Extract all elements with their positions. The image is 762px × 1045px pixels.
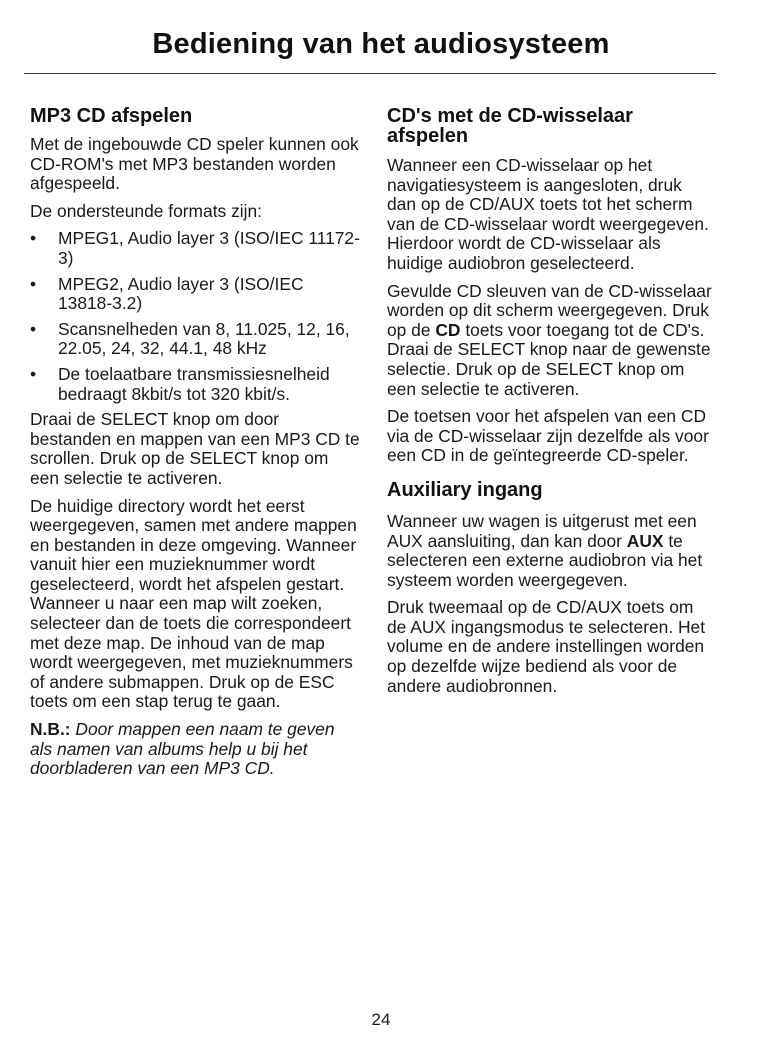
right-column bbox=[387, 106, 715, 704]
note-label: N.B.: bbox=[30, 719, 71, 740]
list-item: • De toelaatbare transmissiesnelheid bedraagt 8kbit/s tot 320 kbit/s. bbox=[30, 365, 360, 404]
aux-key-label: AUX bbox=[626, 530, 664, 551]
note bbox=[30, 720, 360, 779]
paragraph: Wanneer een CD-wisselaar op het navigatiesysteem is aangesloten, druk dan op de CD/AUX toets tot het scherm van de CD-wisselaar wordt weergegeven. Hierdoor wordt de CD-wisselaar als huidige audiobron geselecteerd. bbox=[387, 155, 709, 273]
paragraph bbox=[387, 512, 715, 590]
text-run: Gevulde CD sleuven van de CD-wisselaar worden op dit scherm weergegeven. Druk op de bbox=[387, 280, 712, 340]
list-item: • MPEG2, Audio layer 3 (ISO/IEC 13818-3.2) bbox=[30, 275, 360, 314]
section-heading-cd-changer: CD's met de CD-wisselaar afspelen bbox=[387, 105, 633, 147]
paragraph: De ondersteunde formats zijn: bbox=[30, 200, 262, 221]
paragraph: De huidige directory wordt het eerst weergegeven, samen met andere mappen en bestanden in deze omgeving. Wanneer vanuit hier een muzieknummer wordt geselecteerd, wordt het afspelen gestart. Wanneer u naar een map wilt zoeken, selecteer dan de toets die correspondeert met deze map. De inhoud van de map wordt weergegeven, met muzieknummers of andere submappen. Druk op de ESC toets om een stap terug te gaan. bbox=[30, 495, 357, 712]
page-number: 24 bbox=[371, 1010, 391, 1029]
paragraph: Draai de SELECT knop om door bestanden en mappen van een MP3 CD te scrollen. Druk op de SELECT knop om een selectie te activeren. bbox=[30, 409, 360, 488]
section-heading-mp3: MP3 CD afspelen bbox=[30, 105, 193, 127]
text-run: Wanneer uw wagen is uitgerust met een AUX aansluiting, dan kan door bbox=[387, 510, 697, 551]
list-item: • MPEG1, Audio layer 3 (ISO/IEC 11172-3) bbox=[30, 229, 360, 268]
text-run: toets voor toegang tot de CD's. Draai de SELECT knop naar de gewenste selectie. Druk op de SELECT knop om een selectie te activeren. bbox=[387, 319, 711, 399]
title-divider bbox=[24, 73, 716, 74]
paragraph: Druk tweemaal op de CD/AUX toets om de AUX ingangsmodus te selecteren. Het volume en de andere instellingen worden op dezelfde wijze bediend als voor de andere audiobronnen. bbox=[387, 597, 706, 696]
list-item: • Scansnelheden van 8, 11.025, 12, 16, 22.05, 24, 32, 44.1, 48 kHz bbox=[30, 320, 360, 359]
paragraph bbox=[387, 282, 715, 400]
paragraph: Met de ingebouwde CD speler kunnen ook CD-ROM's met MP3 bestanden worden afgespeeld. bbox=[30, 134, 359, 194]
text-run: te selecteren een externe audiobron via het systeem worden weergegeven. bbox=[387, 530, 703, 590]
paragraph: De toetsen voor het afspelen van een CD via de CD-wisselaar zijn dezelfde als voor een CD in de geïntegreerde CD-speler. bbox=[387, 406, 709, 466]
formats-list bbox=[30, 229, 360, 404]
section-heading-auxiliary: Auxiliary ingang bbox=[387, 478, 543, 501]
cd-key-label: CD bbox=[435, 319, 461, 340]
note-text: Door mappen een naam te geven als namen van albums help u bij het doorbladeren van een MP3 CD. bbox=[30, 719, 335, 779]
left-column bbox=[30, 106, 360, 787]
page-title: Bediening van het audiosysteem bbox=[152, 28, 610, 60]
